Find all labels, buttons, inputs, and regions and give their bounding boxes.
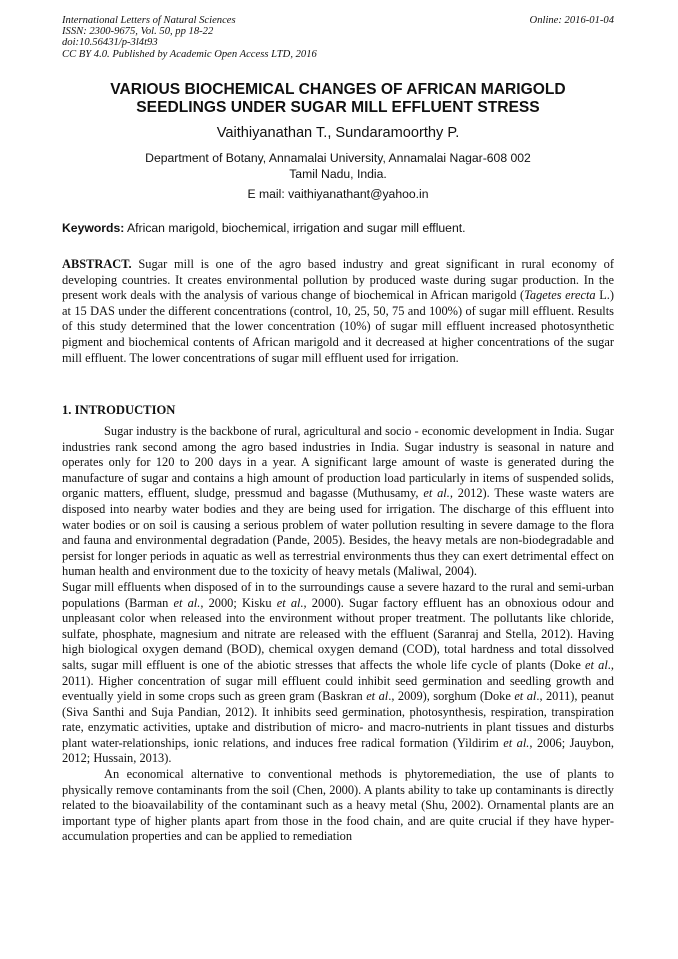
para2-etal-2: et al., bbox=[276, 595, 307, 610]
affiliation-line-1: Department of Botany, Annamalai University, Annamalai Nagar-608 002 bbox=[145, 151, 531, 165]
abstract bbox=[62, 257, 614, 366]
paragraph-3: An economical alternative to conventional methods is phytoremediation, the use of plants to physically remove contaminants from the soil (Chen, 2000). A plants ability to take up contaminants is directly related to the bioavailability of the contaminant such as a heavy metal (Shu, 2002). Ornamental plants are an important type of higher plants apart from those in the food chain, and are quite crucial if they have hyper-accumulation properties and can be applied to remediation bbox=[62, 767, 614, 844]
para2-text-g: 2006; Jauybon, 2012; Hussain, 2013). bbox=[62, 735, 615, 766]
keywords-text: African marigold, biochemical, irrigation and sugar mill effluent. bbox=[127, 221, 466, 235]
paragraph-1 bbox=[62, 424, 614, 580]
keywords-label: Keywords: bbox=[62, 221, 125, 235]
para1-text-b: 2012). These waste waters are disposed into nearby water bodies and they are being used for irrigation. The discharge of this effluent into water bodies or on soil is causing a serious problem of water pollution resulting in severe damage to the flora and fauna and environmental degradation (Pande, 2005). Besides, the heavy metals are non-biodegradable and persist for longer periods in aquatic as well as terrestrial environments thus they can exert detrimental effect on human health and environment due to the toxicity of heavy metals (Maliwal, 2004). bbox=[62, 486, 615, 579]
affiliation-line-2: Tamil Nadu, India. bbox=[289, 167, 387, 181]
para2-etal-1: et al., bbox=[173, 595, 204, 610]
paragraph-2 bbox=[62, 580, 614, 767]
abstract-label: ABSTRACT. bbox=[62, 257, 132, 271]
title-line-1: VARIOUS BIOCHEMICAL CHANGES OF AFRICAN MARIGOLD bbox=[110, 81, 566, 98]
para2-text-d: ., 2011). Higher concentration of sugar mill effluent could inhibit seed germination and seedling growth and eventually yield in some crops such as green gram (Baskran bbox=[62, 657, 614, 704]
para2-etal-5: et al bbox=[514, 689, 537, 704]
para2-text-c: 2000). Sugar factory effluent has an obnoxious odour and unpleasant color when released into the environment without proper treatment. The pollutants like chloride, sulfate, phosphate, magnesium and nitrate are released with the effluent (Saranraj and Stella, 2012). Having high biological oxygen demand (BOD), chemical oxygen demand (COD), total hardness and total dissolved salts, sugar mill effluent is one of the abiotic stresses that affects the whole life cycle of plants (Doke bbox=[62, 595, 614, 672]
authors: Vaithiyanathan T., Sundaramoorthy P. bbox=[216, 125, 460, 141]
abstract-text-1: Sugar mill is one of the agro based industry and great significant in rural economy of developing countries. It creates environmental pollution by produced waste during sugar production. In the present work deals with the analysis of various change of biochemical in African marigold ( bbox=[62, 257, 614, 303]
para2-etal-4: et al bbox=[366, 689, 389, 704]
para2-text-b: 2000; Kisku bbox=[203, 595, 277, 610]
abstract-text-2: L.) at 15 DAS under the different concentrations (control, 10, 25, 50, 75 and 100%) of sugar mill effluent. Results of this study determined that the lower concentration (10%) of sugar mill effluent increased photosynthetic pigment and biochemical contents of African marigold and it decreased at higher concentrations of the sugar mill effluent. The lower concentrations of sugar mill effluent used for irrigation. bbox=[62, 288, 615, 365]
license-line: CC BY 4.0. Published by Academic Open Access LTD, 2016 bbox=[62, 48, 317, 60]
para2-etal-6: et al., bbox=[503, 735, 533, 750]
online-date: Online: 2016-01-04 bbox=[529, 15, 614, 26]
paper-title bbox=[62, 81, 614, 117]
title-line-2: SEEDLINGS UNDER SUGAR MILL EFFLUENT STRESS bbox=[136, 99, 540, 116]
journal-header bbox=[62, 15, 317, 60]
author-email: E mail: vaithiyanathant@yahoo.in bbox=[247, 187, 429, 201]
para2-text-f: ., 2011), peanut (Siva Santhi and Suja Pandian, 2012). It inhibits seed germination, photosynthesis, respiration, transpiration rate, enzymatic activities, uptake and distribution of micro- and macro-nutrients in plant tissues and disturbs plant water-relationships, ionic relations, and induces free radical formation (Yildirim bbox=[62, 689, 614, 750]
affiliation bbox=[62, 150, 614, 182]
para2-text-a: Sugar mill effluents when disposed of in to the surroundings cause a severe hazard to the rural and semi-urban populations (Barman bbox=[62, 579, 614, 610]
introduction-body bbox=[62, 424, 614, 845]
doi-line: doi:10.56431/p-3l4t93 bbox=[62, 37, 158, 49]
para2-etal-3: et al bbox=[585, 657, 608, 672]
section-heading: 1. INTRODUCTION bbox=[62, 403, 176, 417]
para2-text-e: ., 2009), sorghum (Doke bbox=[388, 689, 515, 704]
journal-name: International Letters of Natural Sciences bbox=[62, 15, 236, 26]
para1-text-a: Sugar industry is the backbone of rural, agricultural and socio - economic development in India. Sugar industries rank second among the agro based industries in India. Sugar industry is seasonal in nature and operates only for 120 to 200 days in a year. A significant large amount of waste is generated during the manufacture of sugar and contains a high amount of production load particularly in items of suspended solids, organic matters, effluent, sludge, pressmud and bagasse (Muthusamy, bbox=[62, 424, 614, 501]
species-name: Tagetes erecta bbox=[524, 288, 596, 303]
issn-line: ISSN: 2300-9675, Vol. 50, pp 18-22 bbox=[62, 26, 214, 38]
para1-etal: et al., bbox=[423, 486, 453, 501]
keywords bbox=[62, 220, 614, 236]
